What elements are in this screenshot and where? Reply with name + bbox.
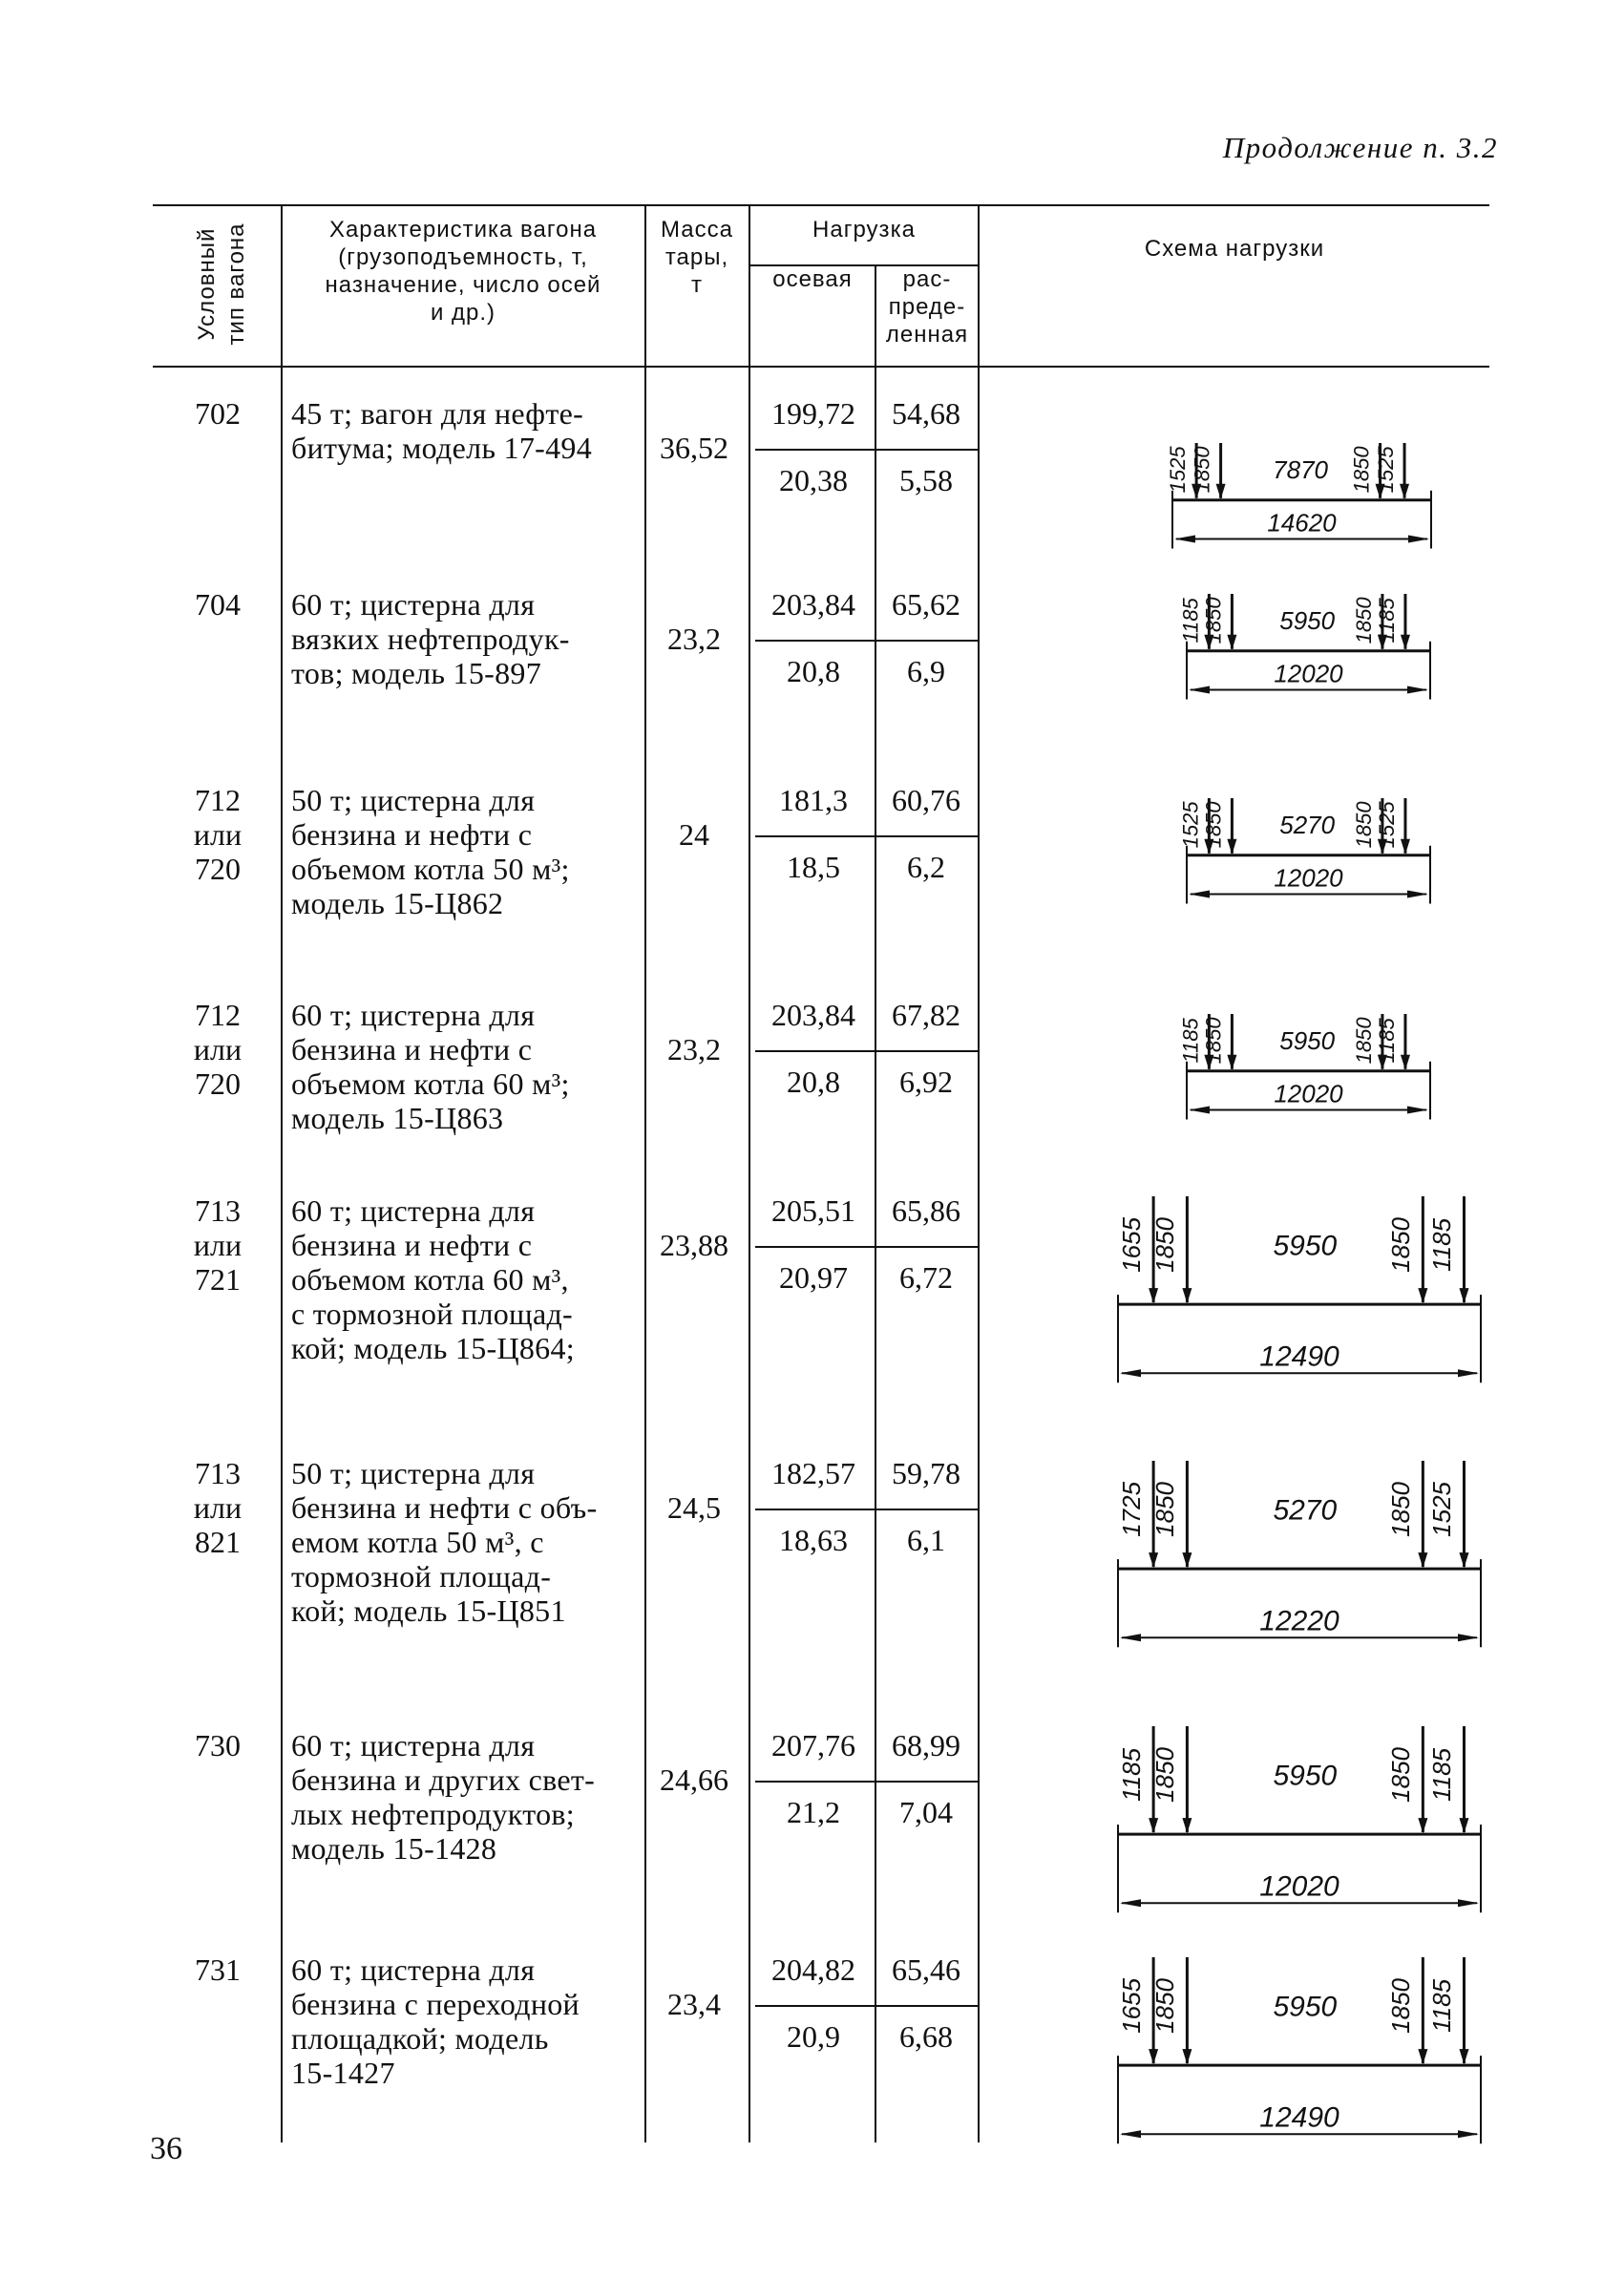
load-arrow-head <box>1401 839 1410 855</box>
tare-mass: 23,4 <box>667 1987 721 2021</box>
axial-load-bottom: 18,5 <box>787 850 840 884</box>
type-code-line: или <box>193 1032 243 1066</box>
header-type-line2: тип вагона <box>223 222 249 346</box>
continuation-title: Продолжение п. 3.2 <box>1222 131 1498 164</box>
scheme-label-middle: 5950 <box>1273 1991 1338 2023</box>
scheme-dim-arrow-right <box>1407 891 1428 898</box>
description-line: бензина и нефти с <box>291 1032 533 1066</box>
load-arrow-head <box>1459 1288 1468 1303</box>
wagon-description <box>291 1952 640 2090</box>
axial-load-bottom: 20,9 <box>787 2019 840 2054</box>
type-code-line: 720 <box>195 852 241 886</box>
header-type-cell <box>193 222 249 364</box>
load-arrow-head <box>1418 1288 1427 1303</box>
type-code <box>170 396 265 431</box>
description-line: 60 т; цистерна для <box>291 1952 536 1987</box>
type-code-line: или <box>193 1228 243 1262</box>
load-fraction-rule <box>755 1509 978 1510</box>
load-scheme-diagram <box>1167 439 1437 544</box>
scheme-label-total: 12020 <box>1274 659 1343 688</box>
description-line: 50 т; цистерна для <box>291 783 536 817</box>
scheme-label-left-inner: 1850 <box>1201 597 1226 644</box>
header-distributed: рас- преде- ленная <box>885 266 969 348</box>
load-fraction-rule <box>755 640 978 642</box>
load-arrow-head <box>1418 1552 1427 1568</box>
scheme-label-left-inner: 1850 <box>1150 1481 1180 1537</box>
type-code <box>170 1728 265 1762</box>
scheme-label-left-inner: 1850 <box>1201 1017 1226 1065</box>
wagon-description <box>291 396 640 465</box>
description-line: кой; модель 15-Ц851 <box>291 1593 566 1628</box>
load-arrow-head <box>1182 1552 1192 1568</box>
type-code <box>170 1193 265 1297</box>
load-arrow-head <box>1401 635 1410 650</box>
load-scheme-diagram <box>1112 1461 1487 1647</box>
axial-load-bottom: 18,63 <box>779 1523 848 1557</box>
scheme-label-middle: 5950 <box>1273 1760 1338 1792</box>
wagon-description <box>291 1456 640 1628</box>
axial-load-bottom: 20,38 <box>779 463 848 497</box>
distributed-load-top: 67,82 <box>892 998 960 1032</box>
description-line: тов; модель 15-897 <box>291 656 541 690</box>
scheme-label-total: 12020 <box>1274 1079 1343 1108</box>
distributed-load-bottom: 6,2 <box>907 850 945 884</box>
scheme-label-left-outer: 1525 <box>1166 446 1191 494</box>
load-arrow-head <box>1418 2049 1427 2064</box>
description-line: лых нефтепродуктов; <box>291 1797 575 1831</box>
type-code-line: 731 <box>195 1952 241 1987</box>
distributed-load-top: 65,62 <box>892 587 960 622</box>
wagon-description <box>291 998 640 1135</box>
distributed-load-bottom: 6,1 <box>907 1523 945 1557</box>
axial-load-top: 199,72 <box>771 396 855 431</box>
scheme-label-right-inner: 1850 <box>1351 597 1376 644</box>
type-code <box>170 1952 265 1987</box>
description-line: бензина и нефти с <box>291 817 533 852</box>
load-fraction-rule <box>755 1246 978 1248</box>
type-code-line: или <box>193 817 243 852</box>
scheme-dim-arrow-left <box>1189 686 1210 694</box>
scheme-label-left-inner: 1850 <box>1190 446 1214 494</box>
distributed-load-top: 59,78 <box>892 1456 960 1490</box>
col-divider-2 <box>644 204 646 2142</box>
axial-load-top: 203,84 <box>771 587 855 622</box>
scheme-label-total: 12020 <box>1274 863 1343 893</box>
scheme-label-left-inner: 1850 <box>1150 1216 1180 1273</box>
description-line: модель 15-Ц862 <box>291 886 504 920</box>
scheme-label-right-outer: 1185 <box>1374 1018 1399 1064</box>
scheme-label-left-inner: 1850 <box>1150 1977 1180 2034</box>
load-arrow-head <box>1459 1552 1468 1568</box>
distributed-load-top: 65,46 <box>892 1952 960 1987</box>
description-line: 45 т; вагон для нефте- <box>291 396 584 431</box>
scheme-label-right-outer: 1185 <box>1427 1978 1457 2033</box>
load-scheme-diagram <box>1112 1196 1487 1382</box>
scheme-dim-arrow-right <box>1458 2130 1479 2138</box>
description-line: объемом котла 50 м³; <box>291 852 570 886</box>
header-type-line1: Условный <box>194 227 220 341</box>
axial-load-bottom: 20,8 <box>787 654 840 688</box>
tare-mass: 23,2 <box>667 1032 721 1066</box>
description-line: объемом котла 60 м³, <box>291 1262 569 1297</box>
axial-load-top: 181,3 <box>779 783 848 817</box>
scheme-label-right-inner: 1850 <box>1386 1481 1416 1537</box>
distributed-load-bottom: 6,9 <box>907 654 945 688</box>
axial-load-bottom: 20,8 <box>787 1065 840 1099</box>
load-arrow-head <box>1149 1552 1158 1568</box>
scheme-dim-arrow-left <box>1120 2130 1141 2138</box>
type-code-line: 704 <box>195 587 241 622</box>
load-arrow-head <box>1227 635 1236 650</box>
scheme-label-right-outer: 1185 <box>1374 598 1399 644</box>
load-scheme-diagram <box>1112 1957 1487 2143</box>
load-arrow-head <box>1418 1818 1427 1833</box>
col-divider-3 <box>749 204 750 2142</box>
load-scheme-diagram <box>1112 1726 1487 1912</box>
scheme-label-total: 12020 <box>1259 1870 1339 1903</box>
scheme-label-right-inner: 1850 <box>1351 1017 1376 1065</box>
distributed-load-top: 68,99 <box>892 1728 960 1762</box>
load-fraction-rule <box>755 2005 978 2007</box>
axial-load-bottom: 21,2 <box>787 1795 840 1829</box>
description-line: битума; модель 17-494 <box>291 431 593 465</box>
axial-load-top: 207,76 <box>771 1728 855 1762</box>
load-arrow-head <box>1182 1818 1192 1833</box>
description-line: бензина и других свет- <box>291 1762 596 1797</box>
load-arrow-head <box>1182 2049 1192 2064</box>
scheme-label-right-outer: 1525 <box>1374 801 1399 849</box>
scheme-label-total: 14620 <box>1267 508 1337 538</box>
type-code-line: 712 <box>195 783 241 817</box>
scheme-label-left-outer: 1655 <box>1116 1216 1146 1273</box>
tare-mass: 36,52 <box>660 431 728 465</box>
tare-mass: 24,5 <box>667 1490 721 1525</box>
header-mass: Масса тары, т <box>661 217 733 298</box>
type-code-line: 713 <box>195 1456 241 1490</box>
scheme-label-right-inner: 1850 <box>1351 801 1376 849</box>
wagon-description <box>291 587 640 690</box>
scheme-label-left-inner: 1850 <box>1150 1746 1180 1803</box>
col-divider-5 <box>978 204 980 2142</box>
load-arrow-head <box>1400 484 1409 499</box>
load-arrow-head <box>1227 839 1236 855</box>
scheme-dim-arrow-right <box>1408 536 1429 543</box>
description-line: тормозной площад- <box>291 1559 552 1593</box>
scheme-label-right-outer: 1185 <box>1427 1747 1457 1802</box>
scheme-dim-arrow-left <box>1120 1634 1141 1641</box>
load-arrow-head <box>1149 1288 1158 1303</box>
scheme-label-left-outer: 1655 <box>1116 1977 1146 2034</box>
description-line: кой; модель 15-Ц864; <box>291 1331 575 1365</box>
scheme-label-middle: 5950 <box>1279 606 1336 635</box>
description-line: 60 т; цистерна для <box>291 1193 536 1228</box>
scheme-label-left-outer: 1185 <box>1178 598 1203 644</box>
tare-mass: 24,66 <box>660 1762 728 1797</box>
scheme-label-right-inner: 1850 <box>1386 1216 1416 1273</box>
axial-load-top: 203,84 <box>771 998 855 1032</box>
scheme-dim-arrow-left <box>1189 1107 1210 1114</box>
scheme-label-left-outer: 1525 <box>1178 801 1203 849</box>
load-scheme-diagram <box>1178 590 1436 695</box>
scheme-dim-arrow-left <box>1120 1369 1141 1377</box>
scheme-label-right-outer: 1525 <box>1373 446 1398 494</box>
axial-load-top: 205,51 <box>771 1193 855 1228</box>
scheme-label-total: 12490 <box>1259 2101 1339 2134</box>
load-arrow-head <box>1227 1055 1236 1070</box>
distributed-load-bottom: 6,92 <box>899 1065 953 1099</box>
type-code <box>170 998 265 1101</box>
description-line: объемом котла 60 м³; <box>291 1066 570 1101</box>
distributed-load-top: 65,86 <box>892 1193 960 1228</box>
header-description: Характеристика вагона (грузоподъемность, т, назначение, число осей и др.) <box>325 217 601 326</box>
description-line: емом котла 50 м³, с <box>291 1525 544 1559</box>
scheme-label-right-outer: 1185 <box>1427 1217 1457 1272</box>
scheme-label-middle: 7870 <box>1273 455 1329 484</box>
description-line: 50 т; цистерна для <box>291 1456 536 1490</box>
description-line: вязких нефтепродук- <box>291 622 570 656</box>
type-code-line: или <box>193 1490 243 1525</box>
scheme-dim-arrow-right <box>1458 1634 1479 1641</box>
scheme-label-middle: 5950 <box>1279 1026 1336 1055</box>
table-top-rule <box>153 204 1489 206</box>
description-line: бензина с переходной <box>291 1987 580 2021</box>
header-bottom-rule <box>153 366 1489 368</box>
scheme-label-right-inner: 1850 <box>1386 1746 1416 1803</box>
scheme-label-left-outer: 1725 <box>1116 1481 1146 1537</box>
distributed-load-bottom: 5,58 <box>899 463 953 497</box>
type-code-line: 821 <box>195 1525 241 1559</box>
description-line: 15-1427 <box>291 2056 395 2090</box>
description-line: с тормозной площад- <box>291 1297 573 1331</box>
load-scheme-diagram <box>1178 794 1436 899</box>
distributed-load-bottom: 6,68 <box>899 2019 953 2054</box>
distributed-load-top: 54,68 <box>892 396 960 431</box>
load-arrow-head <box>1459 1818 1468 1833</box>
scheme-dim-arrow-left <box>1174 536 1195 543</box>
tare-mass: 23,88 <box>660 1228 728 1262</box>
wagon-description <box>291 1193 640 1365</box>
description-line: бензина и нефти с объ- <box>291 1490 598 1525</box>
load-arrow-head <box>1149 1818 1158 1833</box>
scheme-dim-arrow-left <box>1120 1899 1141 1907</box>
scheme-dim-arrow-right <box>1458 1369 1479 1377</box>
scheme-label-total: 12220 <box>1259 1605 1339 1637</box>
tare-mass: 23,2 <box>667 622 721 656</box>
scheme-label-middle: 5950 <box>1273 1230 1338 1262</box>
col-divider-1 <box>281 204 283 2142</box>
scheme-dim-arrow-left <box>1189 891 1210 898</box>
type-code-line: 720 <box>195 1066 241 1101</box>
type-code <box>170 1456 265 1559</box>
type-code-line: 713 <box>195 1193 241 1228</box>
load-arrow-head <box>1459 2049 1468 2064</box>
type-code <box>170 783 265 886</box>
load-scheme-diagram <box>1178 1010 1436 1115</box>
tare-mass: 24 <box>679 817 709 852</box>
scheme-dim-arrow-right <box>1407 1107 1428 1114</box>
description-line: площадкой; модель <box>291 2021 549 2056</box>
type-code-line: 721 <box>195 1262 241 1297</box>
description-line: модель 15-1428 <box>291 1831 497 1866</box>
type-code-line: 730 <box>195 1728 241 1762</box>
load-arrow-head <box>1401 1055 1410 1070</box>
scheme-label-left-outer: 1185 <box>1116 1747 1146 1802</box>
header-axial: осевая <box>772 266 853 292</box>
load-arrow-head <box>1216 484 1226 499</box>
distributed-load-bottom: 7,04 <box>899 1795 953 1829</box>
header-scheme: Схема нагрузки <box>1144 236 1325 262</box>
type-code <box>170 587 265 622</box>
load-fraction-rule <box>755 449 978 451</box>
wagon-description <box>291 1728 640 1866</box>
axial-load-top: 182,57 <box>771 1456 855 1490</box>
scheme-label-total: 12490 <box>1259 1340 1339 1373</box>
header-load: Нагрузка <box>812 217 916 243</box>
axial-load-top: 204,82 <box>771 1952 855 1987</box>
scheme-label-right-inner: 1850 <box>1349 446 1374 494</box>
type-code-line: 712 <box>195 998 241 1032</box>
description-line: бензина и нефти с <box>291 1228 533 1262</box>
scheme-label-right-outer: 1525 <box>1427 1481 1457 1537</box>
description-line: модель 15-Ц863 <box>291 1101 504 1135</box>
wagon-description <box>291 783 640 920</box>
load-arrow-head <box>1149 2049 1158 2064</box>
page-number: 36 <box>150 2131 182 2166</box>
scheme-label-left-outer: 1185 <box>1178 1018 1203 1064</box>
load-fraction-rule <box>755 1050 978 1052</box>
distributed-load-top: 60,76 <box>892 783 960 817</box>
description-line: 60 т; цистерна для <box>291 587 536 622</box>
description-line: 60 т; цистерна для <box>291 1728 536 1762</box>
distributed-load-bottom: 6,72 <box>899 1260 953 1295</box>
scheme-label-middle: 5270 <box>1273 1494 1338 1527</box>
load-fraction-rule <box>755 1781 978 1783</box>
axial-load-bottom: 20,97 <box>779 1260 848 1295</box>
scheme-label-right-inner: 1850 <box>1386 1977 1416 2034</box>
scheme-dim-arrow-right <box>1407 686 1428 694</box>
scheme-dim-arrow-right <box>1458 1899 1479 1907</box>
load-fraction-rule <box>755 835 978 837</box>
type-code-line: 702 <box>195 396 241 431</box>
load-arrow-head <box>1182 1288 1192 1303</box>
scheme-label-middle: 5270 <box>1279 811 1336 839</box>
description-line: 60 т; цистерна для <box>291 998 536 1032</box>
scheme-label-left-inner: 1850 <box>1201 801 1226 849</box>
